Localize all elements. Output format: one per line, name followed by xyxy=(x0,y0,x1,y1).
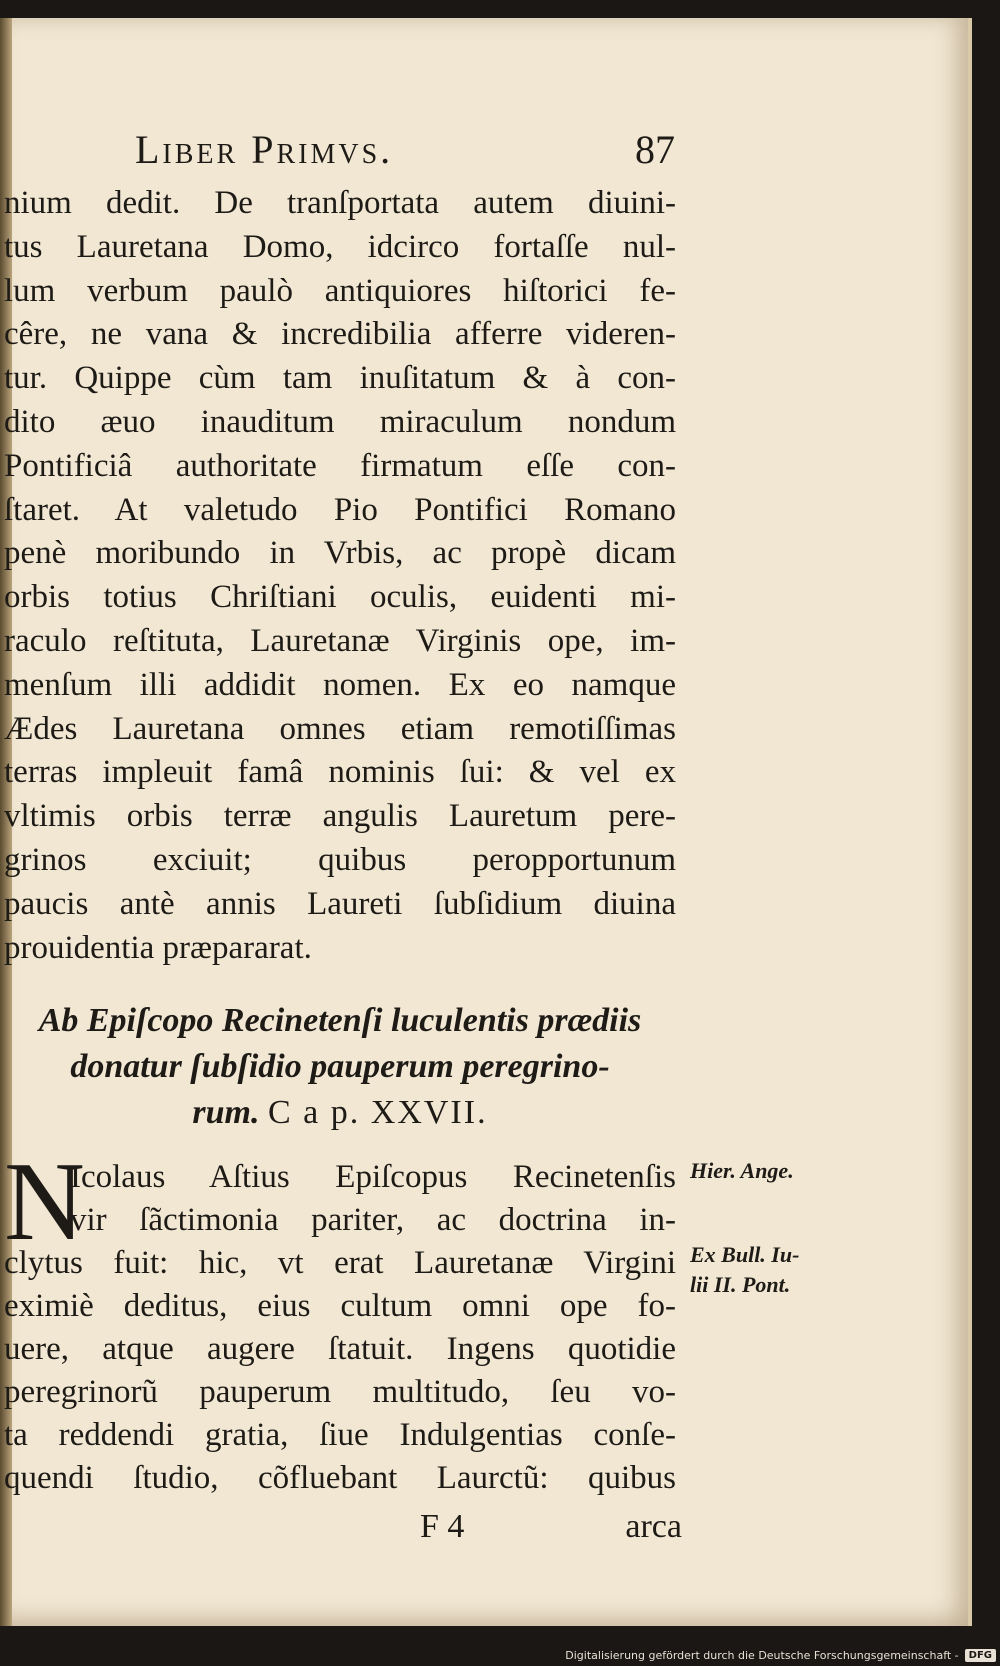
text-line-last: prouidentia præpararat. xyxy=(4,929,312,966)
dfg-logo-icon: DFG xyxy=(965,1649,996,1662)
chapter-heading-italic-end: rum. xyxy=(192,1094,260,1131)
text-line: paucis antè annis Laureti ſubſidium diuina xyxy=(4,885,676,922)
marginal-note-text: Hier. Ange. xyxy=(690,1158,794,1183)
text-line: cêre, ne vana & incredibilia afferre videren- xyxy=(4,316,676,353)
chapter-heading xyxy=(4,998,676,1136)
digitization-credit xyxy=(565,1649,996,1662)
text-line: raculo reſtituta, Lauretanæ Virginis ope, im- xyxy=(4,622,676,659)
text-line: vir ſãctimonia pariter, ac doctrina in- xyxy=(70,1202,676,1238)
text-line: tur. Quippe cùm tam inuſitatum & à con- xyxy=(4,360,676,397)
running-head-title: Liber Primvs. xyxy=(135,127,394,172)
text-line: eximiè deditus, eius cultum omni ope fo- xyxy=(4,1288,676,1324)
text-line: penè moribundo in Vrbis, ac propè dicam xyxy=(4,535,676,572)
paragraph-2 xyxy=(4,1140,676,1500)
text-line: lum verbum paulò antiquiores hiſtorici fe- xyxy=(4,272,676,309)
marginal-note-text: Ex Bull. Iu- xyxy=(690,1242,800,1267)
text-line: uere, atque augere ſtatuit. Ingens quotidie xyxy=(4,1331,676,1367)
chapter-heading-line xyxy=(4,1090,676,1136)
text-line: Ædes Lauretana omnes etiam remotiſſimas xyxy=(4,710,676,747)
catchline xyxy=(420,1508,682,1546)
text-line: quendi ſtudio, cõfluebant Laurctũ: quibus xyxy=(4,1460,676,1496)
text-line: Pontificiâ authoritate firmatum eſſe con- xyxy=(4,447,676,484)
text-line: ta reddendi gratia, ſiue Indulgentias conſe- xyxy=(4,1417,676,1453)
chapter-heading-line: donatur ſubſidio pauperum peregrino- xyxy=(70,1048,610,1085)
text-line: Icolaus Aſtius Epiſcopus Recinetenſis xyxy=(70,1159,676,1195)
drop-cap: N xyxy=(4,1140,85,1264)
page-number: 87 xyxy=(635,127,675,172)
book-page xyxy=(0,18,972,1626)
marginal-note-text: lii II. Pont. xyxy=(690,1272,791,1297)
marginal-note-2 xyxy=(690,1240,860,1300)
credit-text: Digitalisierung gefördert durch die Deutsche Forschungsgemeinschaft - xyxy=(565,1649,959,1662)
text-line: menſum illi addidit nomen. Ex eo namque xyxy=(4,666,676,703)
text-line: terras impleuit famâ nominis ſui: & vel ex xyxy=(4,754,676,791)
text-line: peregrinorũ pauperum multitudo, ſeu vo- xyxy=(4,1374,676,1410)
paragraph-1 xyxy=(4,182,676,970)
text-line: clytus fuit: hic, vt erat Lauretanæ Virgini xyxy=(4,1245,676,1281)
signature-mark: F 4 xyxy=(420,1508,465,1545)
text-line: vltimis orbis terræ angulis Lauretum pere- xyxy=(4,798,676,835)
text-line: ſtaret. At valetudo Pio Pontifici Romano xyxy=(4,491,676,528)
text-line: orbis totius Chriſtiani oculis, euidenti mi- xyxy=(4,579,676,616)
marginal-note-1 xyxy=(690,1156,860,1186)
running-head xyxy=(135,126,675,173)
text-line: grinos exciuit; quibus peropportunum xyxy=(4,841,676,878)
text-line: nium dedit. De tranſportata autem diuini- xyxy=(4,185,676,221)
chapter-heading-line: Ab Epiſcopo Recinetenſi luculentis prædiis xyxy=(38,1002,642,1039)
text-line: dito æuo inauditum miraculum nondum xyxy=(4,403,676,440)
chapter-number: C a p. XXVII. xyxy=(268,1094,488,1131)
catchword: arca xyxy=(625,1508,682,1545)
text-line: tus Lauretana Domo, idcirco fortaſſe nul- xyxy=(4,228,676,265)
